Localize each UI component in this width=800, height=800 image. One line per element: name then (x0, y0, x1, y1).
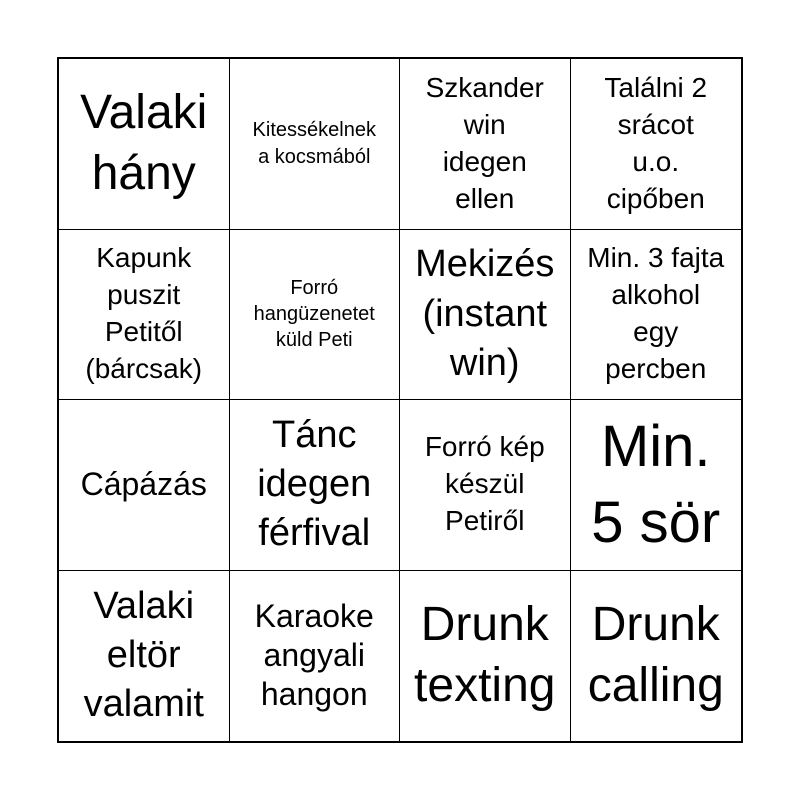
bingo-cell-text: Drunk texting (414, 597, 556, 712)
bingo-cell-text: Szkander win idegen ellen (425, 71, 544, 214)
bingo-cell[interactable] (230, 59, 401, 230)
bingo-cell-text: Kapunk puszit Petitől (bárcsak) (85, 242, 203, 385)
bingo-cell-text: Min. 5 sör (591, 414, 721, 555)
bingo-cell-text: Kitessékelnek a kocsmából (252, 119, 376, 168)
bingo-cell-text: Tánc idegen férfival (257, 413, 372, 555)
bingo-cell-text: Találni 2 srácot u.o. cipőben (604, 71, 708, 214)
bingo-cell[interactable] (400, 571, 571, 742)
bingo-cell[interactable] (59, 59, 230, 230)
bingo-cell[interactable] (59, 230, 230, 401)
bingo-cell[interactable] (230, 230, 401, 401)
bingo-cell[interactable] (400, 230, 571, 401)
bingo-cell[interactable] (59, 400, 230, 571)
bingo-cell[interactable] (571, 59, 742, 230)
bingo-cell[interactable] (571, 571, 742, 742)
bingo-cell-text: Min. 3 fajta alkohol egy percben (587, 242, 725, 385)
bingo-cell[interactable] (59, 571, 230, 742)
bingo-cell-text: Valaki eltör valamit (83, 584, 204, 726)
bingo-cell[interactable] (230, 571, 401, 742)
bingo-cell-text: Mekizés (instant win) (415, 243, 555, 384)
bingo-cell-text: Forró kép készül Petiről (424, 431, 545, 537)
bingo-board (57, 57, 743, 743)
bingo-cell[interactable] (400, 59, 571, 230)
bingo-cell[interactable] (400, 400, 571, 571)
bingo-cell[interactable] (571, 230, 742, 401)
bingo-cell-text: Cápázás (80, 466, 207, 503)
bingo-cell[interactable] (230, 400, 401, 571)
bingo-cell-text: Forró hangüzenetet küld Peti (253, 276, 375, 352)
bingo-cell[interactable] (571, 400, 742, 571)
bingo-cell-text: Valaki hány (80, 85, 208, 200)
bingo-cell-text: Karaoke angyali hangon (254, 598, 374, 713)
bingo-cell-text: Drunk calling (587, 597, 724, 712)
